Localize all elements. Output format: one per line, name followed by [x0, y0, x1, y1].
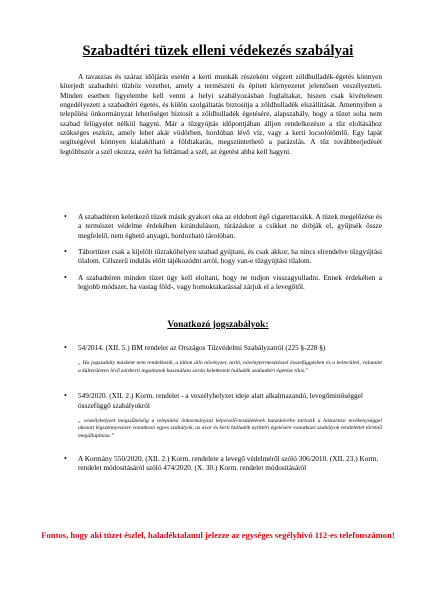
laws-list — [60, 343, 382, 473]
rule-text: Tábortüzet csak a kijelölt tűzrakóhelyen szabad gyújtani, és csak akkor, ha nincs elrendelve tűzgyújtási tilalom. Célszerű indulás előtt tájékozódni arról, hogy van-e tűzgyújtási tilalom. — [78, 247, 382, 266]
law-text: A Kormány 550/2020. (XII. 2.) Korm. rendelete a levegő védelméről szóló 306/2010. (XII. 23.) Korm. rendelet módosításáról szóló 474/2020. (X. 30.) Korm. rendelet módosításáról — [78, 454, 379, 473]
rule-text: A szabadtéren minden tüzet úgy kell eloltani, hogy ne tudjon visszagyulladni. Ennek érdekében a legjobb módszer, ha vastag föld-, vagy homoktakarással zárjuk el a levegőtől. — [78, 272, 382, 292]
rule-item — [60, 247, 382, 266]
intro-paragraph: A tavaszias és száraz időjárás esetén a kerti munkák részeként végzett zöldhulladék-égetés könnyen kiterjedt szabadtéri tűzhöz vezethet, amely a természeti és épített környezetet jelentősen veszélyezteti. Minden esetben figyelembe kell venni a helyi szabályozásban foglaltakat, hiszen csak kivételesen engedélyezett a szabadtéri égetés, és külön szolgáltatás biztosítja a zöldhulladék elszállítását. Amennyiben a települési önkormányzat lehetőséget biztosít a zöldhulladék égetésére, alapszabály, hogy a tüzet soha nem szabad felügyelet nélkül hagyni. Már a tűzgyújtás időpontjában álljon rendelkezésre a tűz eloltásához szükséges eszköz, amely lehet akár vödörben, hordóban lévő víz, vagy a kerti locsolótömlő. Egy lapát segítségével könnyen kialakítható a földtakarás, megszüntethető a parázslás. A tűz továbbterjedését legtöbbször a szél okozza, ezért ha feltámad a szél, az égetést abba kell hagyni. — [60, 72, 382, 156]
rules-list — [60, 212, 382, 298]
rule-text: A szabadtéren keletkező tüzek másik gyakori oka az eldobott égő cigarettacsikk. A tüzek megelőzése és a természet védelme érdekében kiránduláson, túrázáskor a csikket ne dobják el, gyűjtsék össze megfelelő, nem éghető anyagú, hordozható tárolóban. — [78, 212, 382, 240]
law-quote: „ Ha jogszabály másként nem rendelkezik, a lábon álló növényzet, tarló, növénytermesztéssel összefüggésben és a belterületi, valamint a külterületen lévő zártkerti ingatlanok használata során keletkezett hulladék szabadtéri égetése tilos.” — [78, 360, 382, 374]
rule-item — [60, 273, 382, 292]
document-title: Szabadtéri tüzek elleni védekezés szabályai — [82, 43, 354, 59]
rule-item — [60, 212, 382, 240]
bullet-icon: • — [64, 272, 67, 282]
laws-heading: Vonatkozó jogszabályok: — [167, 320, 269, 330]
emergency-warning: Fontos, hogy aki tüzet észlel, haladéktalanul jelezze az egységes segélyhívó 112-es telefonszámon! — [41, 530, 395, 540]
bullet-icon: • — [64, 247, 67, 257]
law-quote: „ veszélyhelyzet megszűnéséig a települési önkormányzat képviselő-testületének hatáskörébe tartozik a háztartási tevékenységgel okozott légszennyezésre vonatkozó egyes szabályok, az avar és kerti hulladék nyílttéri égetésére vonatkozó szabályok rendelettel történő megállapítása.” — [78, 417, 382, 439]
law-item — [60, 391, 382, 440]
bullet-icon: • — [64, 391, 67, 401]
law-item — [60, 343, 382, 375]
bullet-icon: • — [64, 212, 67, 221]
bullet-icon: • — [64, 343, 67, 352]
law-text: 54/2014. (XII. 5.) BM rendelet az Országos Tűzvédelmi Szabályzatról (225 §-228 §) — [78, 343, 326, 352]
law-item — [60, 454, 382, 473]
law-text: 549/2020. (XII. 2.) Korm. rendelet - a veszélyhelyzet ideje alatt alkalmazandó, levegőminőséggel összefüggő szabályokról — [78, 391, 363, 410]
bullet-icon: • — [64, 454, 67, 464]
